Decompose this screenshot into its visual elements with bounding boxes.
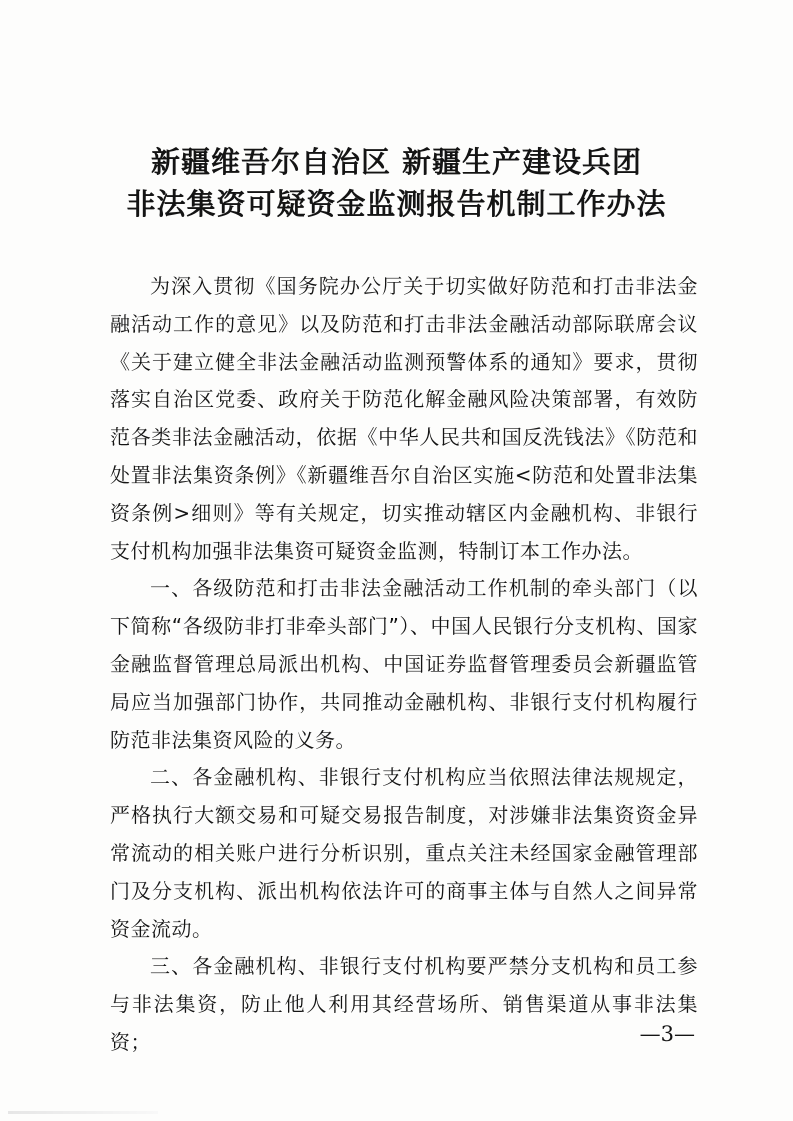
paragraph-preamble: 为深入贯彻《国务院办公厅关于切实做好防范和打击非法金融活动工作的意见》以及防范和打击非法金融活动部际联席会议《关于建立健全非法金融活动监测预警体系的通知》要求，贯彻落实自治区党委、政府关于防范化解金融风险决策部署，有效防范各类非法金融活动，依据《中华人民共和国反洗钱法》《防范和处置非法集资条例》《新疆维吾尔自治区实施<防范和处置非法集资条例>细则》等有关规定，切实推动辖区内金融机构、非银行支付机构加强非法集资可疑资金监测，特制订本工作办法。: [110, 274, 698, 563]
document-title-line-1: 新疆维吾尔自治区 新疆生产建设兵团: [150, 145, 643, 179]
paragraph-article-3: 三、各金融机构、非银行支付机构要严禁分支机构和员工参与非法集资，防止他人利用其经营场所、销售渠道从事非法集资；: [110, 954, 698, 1054]
scan-edge-mark: [8, 1111, 158, 1114]
document-body: [110, 268, 698, 1062]
document-title-line-2: 非法集资可疑资金监测报告机制工作办法: [126, 187, 667, 221]
paragraph-article-1: 一、各级防范和打击非法金融活动工作机制的牵头部门（以下简称“各级防非打非牵头部门”）、中国人民银行分支机构、国家金融监督管理总局派出机构、中国证券监督管理委员会新疆监管局应当加强部门协作，共同推动金融机构、非银行支付机构履行防范非法集资风险的义务。: [110, 576, 698, 752]
page-number: —3—: [639, 1022, 695, 1046]
paragraph-article-2: 二、各金融机构、非银行支付机构应当依照法律法规规定，严格执行大额交易和可疑交易报告制度，对涉嫌非法集资资金异常流动的相关账户进行分析识别，重点关注未经国家金融管理部门及分支机构、派出机构依法许可的商事主体与自然人之间异常资金流动。: [110, 765, 698, 941]
